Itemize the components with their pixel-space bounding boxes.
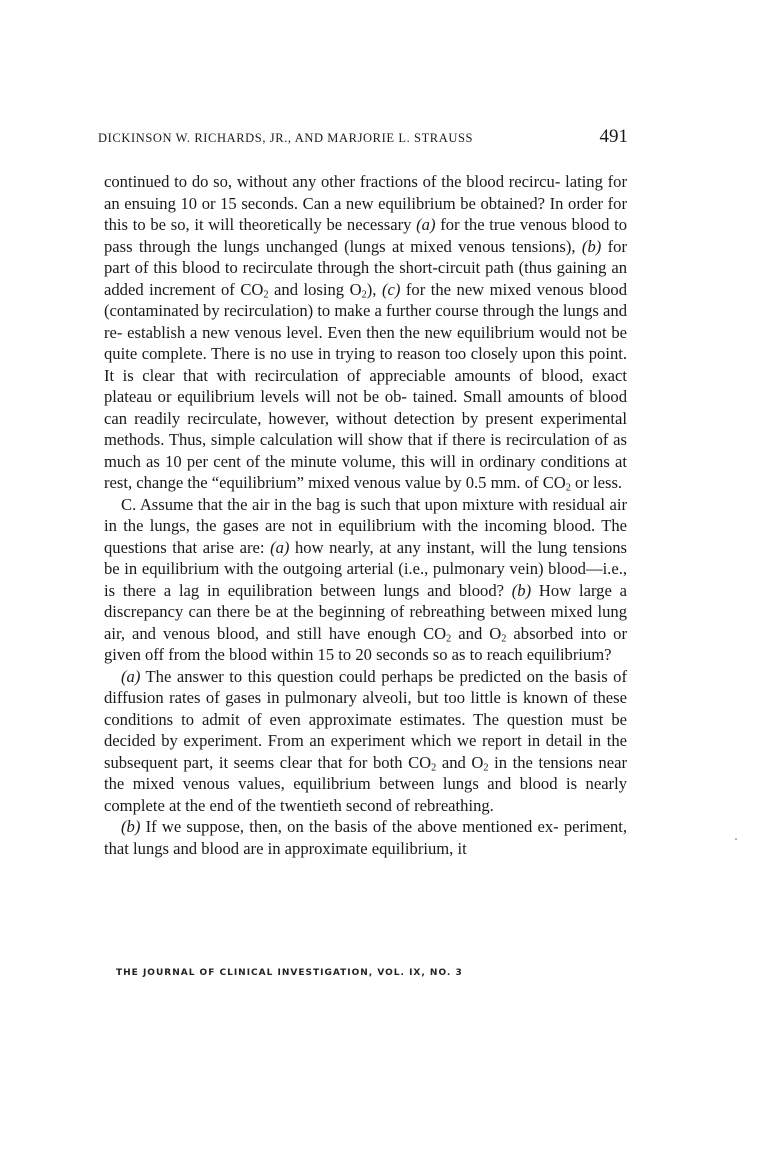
subscript: 2	[565, 482, 571, 494]
text-run: continued to do so, without any other fractions of the blood recircu- lating for an ensuing 10 or 15 seconds. Can a new equilibrium be obtained? In order for this to be so, it will theoretically be necessary	[104, 172, 627, 234]
subscript: 2	[446, 633, 452, 645]
subscript: 2	[263, 289, 269, 301]
subscript: 2	[431, 762, 437, 774]
paragraph-answer-a	[104, 666, 627, 817]
paragraph-assumption-c	[104, 494, 627, 666]
subscript: 2	[361, 289, 367, 301]
italic-label: (b)	[581, 236, 602, 256]
paragraph-continuation	[104, 171, 627, 494]
text-run: C. Assume that the air in the bag is such that upon mixture with residual air in the lungs, the gases are not in equilibrium with the incoming blood. The questions that arise are:	[104, 494, 627, 557]
text-run: and losing O	[268, 279, 362, 299]
italic-label: (b)	[511, 580, 532, 600]
text-run: and O	[451, 623, 502, 643]
text-run: and O	[436, 752, 484, 772]
text-run: or less.	[570, 473, 623, 492]
italic-label: (b)	[121, 817, 141, 836]
running-head: DICKINSON W. RICHARDS, JR., AND MARJORIE L. STRAUSS	[98, 131, 474, 145]
text-run: for part of this blood to recirculate through the short-circuit path (thus gaining an added increment of CO	[104, 236, 627, 299]
text-run: The answer to this question could perhaps be predicted on the basis of diffusion rates of gases in pulmonary alveoli, but too little is known of these conditions to admit of even approximate estimates. The question must be decided by experiment. From an experiment which we report in detail in the subsequent part, it seems clear that for both CO	[104, 666, 627, 772]
text-run: absorbed into or given off from the blood within 15 to 20 seconds so as to reach equilibrium?	[104, 623, 628, 664]
scan-speck	[735, 838, 737, 840]
subscript: 2	[501, 633, 507, 645]
paragraph-answer-b	[104, 816, 627, 859]
italic-label: (a)	[270, 537, 290, 557]
text-run: how nearly, at any instant, will the lung tensions be in equilibrium with the outgoing arterial (i.e., pulmonary vein) blood—i.e., is there a lag in equilibration between lungs and blood?	[104, 537, 627, 600]
text-run: If we suppose, then, on the basis of the above mentioned ex- periment, that lungs and blood are in approximate equilibrium, it	[104, 817, 627, 858]
subscript: 2	[483, 762, 489, 774]
italic-label: (a)	[416, 215, 436, 234]
text-run: in the tensions near the mixed venous values, equilibrium between lungs and blood is nearly complete at the end of the twentieth second of rebreathing.	[104, 752, 627, 815]
text-run: ),	[366, 279, 382, 299]
italic-label: (c)	[381, 279, 401, 299]
text-run: for the true venous blood to pass through the lungs unchanged (lungs at mixed venous tensions),	[104, 215, 628, 256]
page-header	[98, 126, 628, 160]
text-run: How large a discrepancy can there be at the beginning of rebreathing between mixed lung air, and venous blood, and still have enough CO	[104, 580, 627, 643]
italic-label: (a)	[121, 666, 141, 686]
body-text	[104, 171, 627, 859]
page-number: 491	[599, 126, 628, 147]
text-run: for the new mixed venous blood (contaminated by recirculation) to make a further course through the lungs and re- establish a new venous level. Even then the new equilibrium would not be quite complete. There is no use in trying to reason too closely upon this point. It is clear that with recirculation of appreciable amounts of blood, exact plateau or equilibrium levels will not be ob- tained. Small amounts of blood can readily recirculate, however, without detection by present experimental methods. Thus, simple calculation will show that if there is recirculation of as much as 10 per cent of the minute volume, this will in ordinary conditions at rest, change the “equilibrium” mixed venous value by 0.5 mm. of CO	[104, 279, 627, 492]
journal-footer: THE JOURNAL OF CLINICAL INVESTIGATION, VOL. IX, NO. 3	[116, 968, 463, 978]
